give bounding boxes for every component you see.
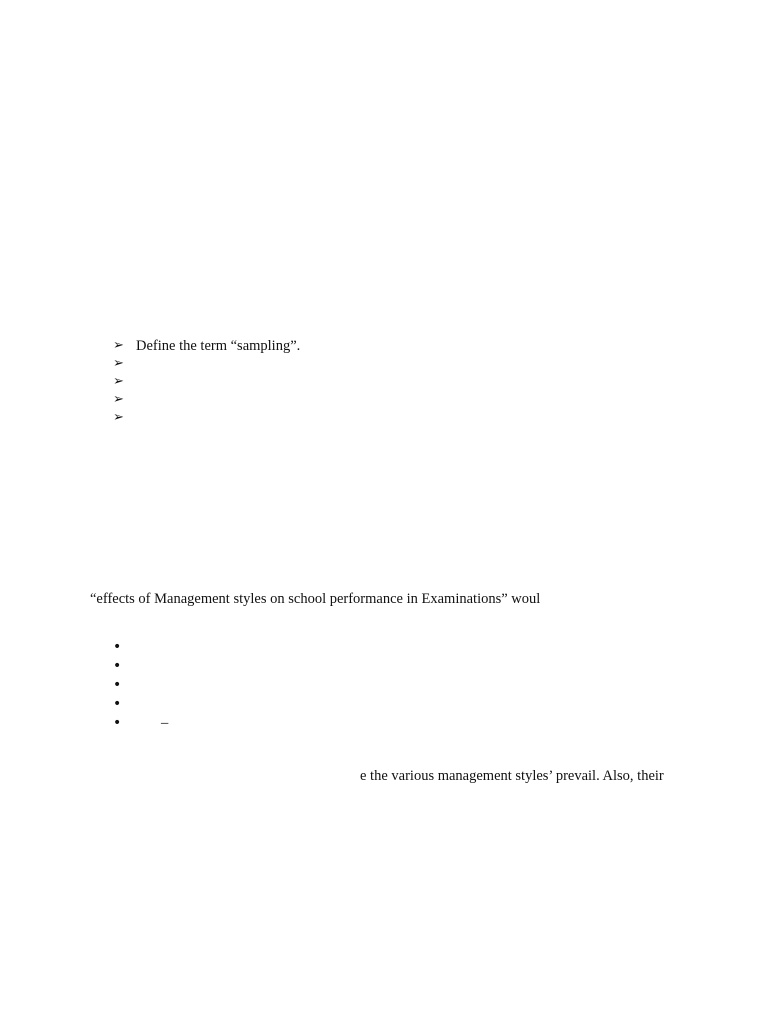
- bullet-dot-icon: •: [113, 677, 122, 693]
- arrow-bullet-icon: ➢: [113, 338, 124, 353]
- bullet-dot-icon: •: [113, 696, 122, 712]
- paragraph-fragment-text: e the various management styles’ prevail. Also, their: [360, 768, 664, 784]
- arrow-bullet-icon: ➢: [113, 410, 124, 425]
- paragraph-text: “effects of Management styles on school performance in Examinations” woul: [90, 591, 541, 607]
- arrow-bullet-icon: ➢: [113, 374, 124, 389]
- list-item-text: –: [161, 715, 169, 731]
- arrow-bullet-icon: ➢: [113, 392, 124, 407]
- bullet-dot-icon: •: [113, 639, 122, 655]
- bullet-dot-icon: •: [113, 658, 122, 674]
- list-item-text: Define the term “sampling”.: [136, 338, 301, 354]
- arrow-bullet-icon: ➢: [113, 356, 124, 371]
- bullet-dot-icon: •: [113, 715, 122, 731]
